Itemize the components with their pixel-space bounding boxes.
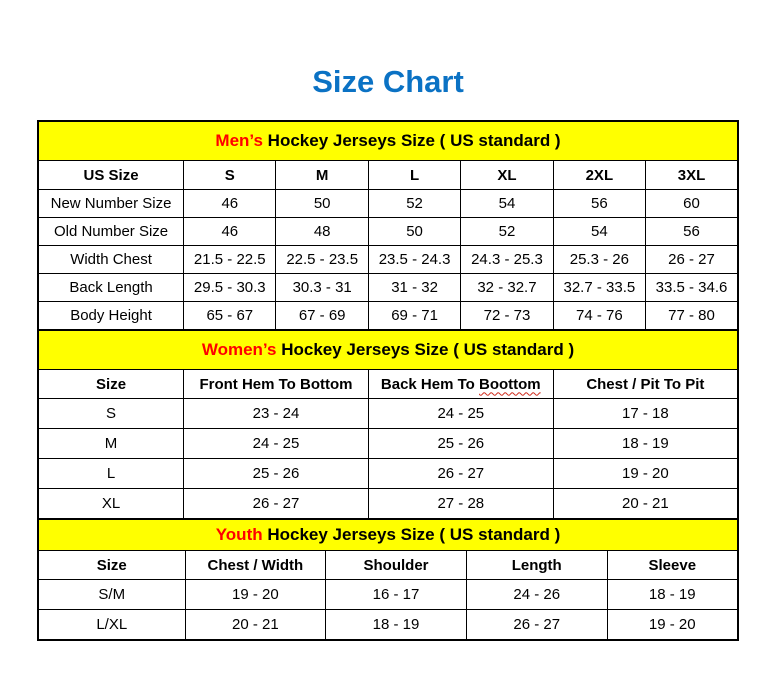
youth-size-table [37,518,739,641]
size-value: 18 - 19 [553,429,738,459]
youth-col-header: Sleeve [607,551,738,580]
size-value: 50 [276,190,368,218]
size-value: 48 [276,218,368,246]
womens-section-title [38,330,738,370]
size-value: 65 - 67 [184,302,276,331]
size-value: 23 - 24 [184,399,369,429]
row-label: Back Length [38,274,184,302]
youth-highlight-text: Youth [215,525,263,544]
mens-size-table [37,120,739,331]
row-label: Old Number Size [38,218,184,246]
size-value: 23.5 - 24.3 [368,246,460,274]
mens-col-header: M [276,161,368,190]
size-value: 69 - 71 [368,302,460,331]
size-value: 46 [184,190,276,218]
mens-col-header: L [368,161,460,190]
size-value: 19 - 20 [553,459,738,489]
size-value: 19 - 20 [607,610,738,641]
size-value: 50 [368,218,460,246]
womens-band-rest-text: Hockey Jerseys Size ( US standard ) [276,340,575,359]
womens-row-s [38,399,738,429]
mens-col-header: 3XL [646,161,738,190]
mens-band-rest-text: Hockey Jerseys Size ( US standard ) [262,131,561,150]
size-value: 72 - 73 [461,302,553,331]
size-value: 32.7 - 33.5 [553,274,645,302]
mens-section-band [38,121,738,161]
size-value: 56 [553,190,645,218]
womens-col-header: Size [38,370,184,399]
mens-section-title [38,121,738,161]
size-value: 26 - 27 [368,459,553,489]
row-label: Width Chest [38,246,184,274]
womens-col-header: Chest / Pit To Pit [553,370,738,399]
row-label: S [38,399,184,429]
size-value: 32 - 32.7 [461,274,553,302]
size-value: 26 - 27 [466,610,607,641]
misspelled-word-squiggle: Boottom [479,375,541,393]
womens-highlight-text: Women’s [201,340,277,359]
womens-col-header: Front Hem To Bottom [184,370,369,399]
size-value: 54 [553,218,645,246]
size-value: 16 - 17 [326,580,467,610]
mens-row-width-chest [38,246,738,274]
size-value: 20 - 21 [553,489,738,520]
size-value: 24 - 25 [184,429,369,459]
size-value: 33.5 - 34.6 [646,274,738,302]
size-value: 25.3 - 26 [553,246,645,274]
mens-col-header: 2XL [553,161,645,190]
size-value: 30.3 - 31 [276,274,368,302]
row-label: Body Height [38,302,184,331]
womens-col-header-prefix: Back Hem To [380,375,479,393]
mens-header-row [38,161,738,190]
size-value: 29.5 - 30.3 [184,274,276,302]
youth-col-header: Size [38,551,185,580]
size-value: 25 - 26 [368,429,553,459]
mens-row-old-number-size [38,218,738,246]
row-label: XL [38,489,184,520]
size-value: 19 - 20 [185,580,326,610]
size-value: 74 - 76 [553,302,645,331]
youth-row-lxl [38,610,738,641]
size-value: 52 [461,218,553,246]
size-value: 27 - 28 [368,489,553,520]
mens-row-new-number-size [38,190,738,218]
womens-size-table [37,329,739,520]
page-title: Size Chart [312,64,464,99]
size-value: 22.5 - 23.5 [276,246,368,274]
size-value: 54 [461,190,553,218]
row-label: L/XL [38,610,185,641]
size-value: 67 - 69 [276,302,368,331]
youth-section-title [38,519,738,551]
womens-row-xl [38,489,738,520]
womens-section-band [38,330,738,370]
youth-row-sm [38,580,738,610]
size-value: 60 [646,190,738,218]
size-value: 26 - 27 [646,246,738,274]
youth-col-header: Chest / Width [185,551,326,580]
womens-row-l [38,459,738,489]
size-value: 17 - 18 [553,399,738,429]
size-value: 20 - 21 [185,610,326,641]
mens-col-header: XL [461,161,553,190]
size-value: 25 - 26 [184,459,369,489]
row-label: L [38,459,184,489]
size-value: 24 - 25 [368,399,553,429]
row-label: M [38,429,184,459]
youth-header-row [38,551,738,580]
row-label: New Number Size [38,190,184,218]
youth-col-header: Shoulder [326,551,467,580]
size-value: 24.3 - 25.3 [461,246,553,274]
womens-col-header [368,370,553,399]
womens-header-row [38,370,738,399]
mens-col-header: US Size [38,161,184,190]
mens-row-back-length [38,274,738,302]
mens-col-header: S [184,161,276,190]
row-label: S/M [38,580,185,610]
size-value: 18 - 19 [326,610,467,641]
youth-col-header: Length [466,551,607,580]
womens-row-m [38,429,738,459]
youth-band-rest-text: Hockey Jerseys Size ( US standard ) [262,525,561,544]
size-value: 24 - 26 [466,580,607,610]
size-value: 18 - 19 [607,580,738,610]
size-value: 46 [184,218,276,246]
size-tables-container [37,120,739,641]
size-value: 31 - 32 [368,274,460,302]
size-value: 21.5 - 22.5 [184,246,276,274]
mens-highlight-text: Men’s [215,131,263,150]
size-value: 26 - 27 [184,489,369,520]
youth-section-band [38,519,738,551]
size-value: 56 [646,218,738,246]
size-value: 77 - 80 [646,302,738,331]
size-value: 52 [368,190,460,218]
mens-row-body-height [38,302,738,331]
